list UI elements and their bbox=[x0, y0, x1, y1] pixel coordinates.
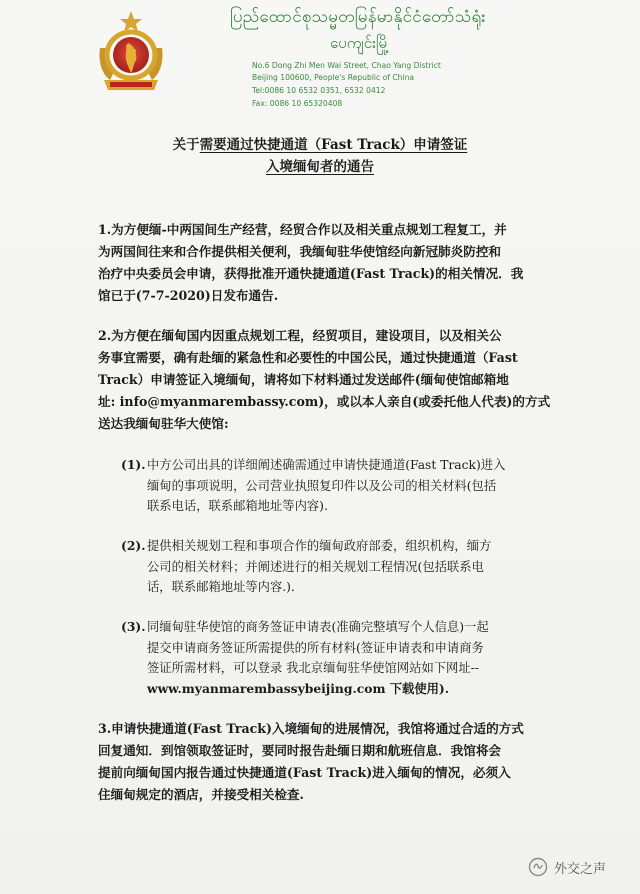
paragraph-line: 送达我缅甸驻华大使馆: bbox=[98, 416, 229, 431]
paragraph-line: 治疗中央委员会申请，获得批准开通快捷通道(Fast Track)的相关情况．我 bbox=[98, 266, 524, 281]
watermark-text: 外交之声 bbox=[554, 861, 607, 877]
paragraph-line: 馆已于(7-7-2020)日发布通告. bbox=[98, 288, 279, 303]
list-item-number: (3). bbox=[121, 619, 146, 634]
wechat-channel-icon bbox=[528, 857, 548, 877]
city-name-burmese: ပေကျင်းမြို့ bbox=[330, 34, 390, 52]
list-item-line: 签证所需材料，可以登录 我北京缅甸驻华使馆网站如下网址-- bbox=[147, 661, 479, 675]
notice-title-line-2 bbox=[0, 155, 640, 175]
list-item-number: (2). bbox=[121, 538, 146, 553]
source-watermark bbox=[528, 856, 606, 878]
fax-line: Fax: 0086 10 65320408 bbox=[252, 99, 343, 108]
list-item-line: www.myanmarembassybeijing.com 下载使用). bbox=[147, 680, 450, 696]
paragraph-line: 住缅甸规定的酒店，并接受相关检查. bbox=[98, 787, 304, 802]
list-item-line: 话，联系邮箱地址等内容.)． bbox=[147, 580, 304, 594]
city-line: Beijing 100600, People's Republic of China bbox=[252, 73, 415, 82]
paragraph-1 bbox=[98, 219, 588, 307]
embassy-name-burmese: ပြည်ထောင်စုသမ္မတမြန်မာနိုင်ငံတော်သံရုံး bbox=[230, 7, 486, 27]
paragraph-line: 3.申请快捷通道(Fast Track)入境缅甸的进展情况，我馆将通过合适的方式 bbox=[98, 721, 524, 736]
list-item-line: 公司的相关材料；并阐述进行的相关规划工程情况(包括联系电 bbox=[147, 559, 484, 574]
notice-title-line-1 bbox=[0, 133, 640, 153]
paragraph-line: 回复通知．到馆领取签证时，要同时报告赴缅日期和航班信息．我馆将会 bbox=[98, 743, 501, 758]
telephone-line: Tel:0086 10 6532 0351, 6532 0412 bbox=[252, 86, 386, 95]
title-underlined: 需要通过快捷通道（Fast Track）申请签证 bbox=[199, 137, 468, 153]
paragraph-3 bbox=[98, 718, 588, 806]
paragraph-line: Track）申请签证入境缅甸，请将如下材料通过发送邮件(缅甸使馆邮箱地 bbox=[98, 372, 509, 387]
title-line-2-text: 入境缅甸者的通告 bbox=[266, 159, 374, 175]
paragraph-2 bbox=[98, 325, 588, 435]
list-item-line: 提交申请商务签证所需提供的所有材料(签证申请表和申请商务 bbox=[147, 640, 484, 655]
title-prefix: 关于 bbox=[172, 137, 200, 153]
list-item-line: 中方公司出具的详细阐述确需通过申请快捷通道(Fast Track)进入 bbox=[147, 458, 506, 472]
state-emblem-icon bbox=[96, 10, 166, 92]
paragraph-line: 2.为方便在缅甸国内因重点规划工程，经贸项目，建设项目，以及相关公 bbox=[98, 328, 502, 343]
list-item-line: 缅甸的事项说明，公司营业执照复印件以及公司的相关材料(包括 bbox=[147, 478, 497, 493]
list-item-line: 提供相关规划工程和事项合作的缅甸政府部委，组织机构，缅方 bbox=[147, 539, 492, 553]
address-line: No.6 Dong Zhi Men Wai Street, Chao Yang District bbox=[252, 61, 441, 70]
paragraph-line: 为两国间往来和合作提供相关便利，我缅甸驻华使馆经向新冠肺炎防控和 bbox=[98, 244, 501, 259]
paragraph-line: 提前向缅甸国内报告通过快捷通道(Fast Track)进入缅甸的情况，必须入 bbox=[98, 765, 511, 780]
paragraph-line: 务事宜需要，确有赴缅的紧急性和必要性的中国公民，通过快捷通道（Fast bbox=[98, 350, 518, 365]
list-item-line: 联系电话，联系邮箱地址等内容). bbox=[147, 499, 328, 513]
list-item-number: (1). bbox=[121, 457, 146, 472]
paragraph-line: 1.为方便缅-中两国间生产经营，经贸合作以及相关重点规划工程复工，并 bbox=[98, 222, 507, 237]
list-item-line: 同缅甸驻华使馆的商务签证申请表(准确完整填写个人信息)一起 bbox=[147, 620, 489, 634]
paragraph-line: 址: info@myanmarembassy.com)，或以本人亲自(或委托他人代表)的方式 bbox=[98, 394, 551, 409]
